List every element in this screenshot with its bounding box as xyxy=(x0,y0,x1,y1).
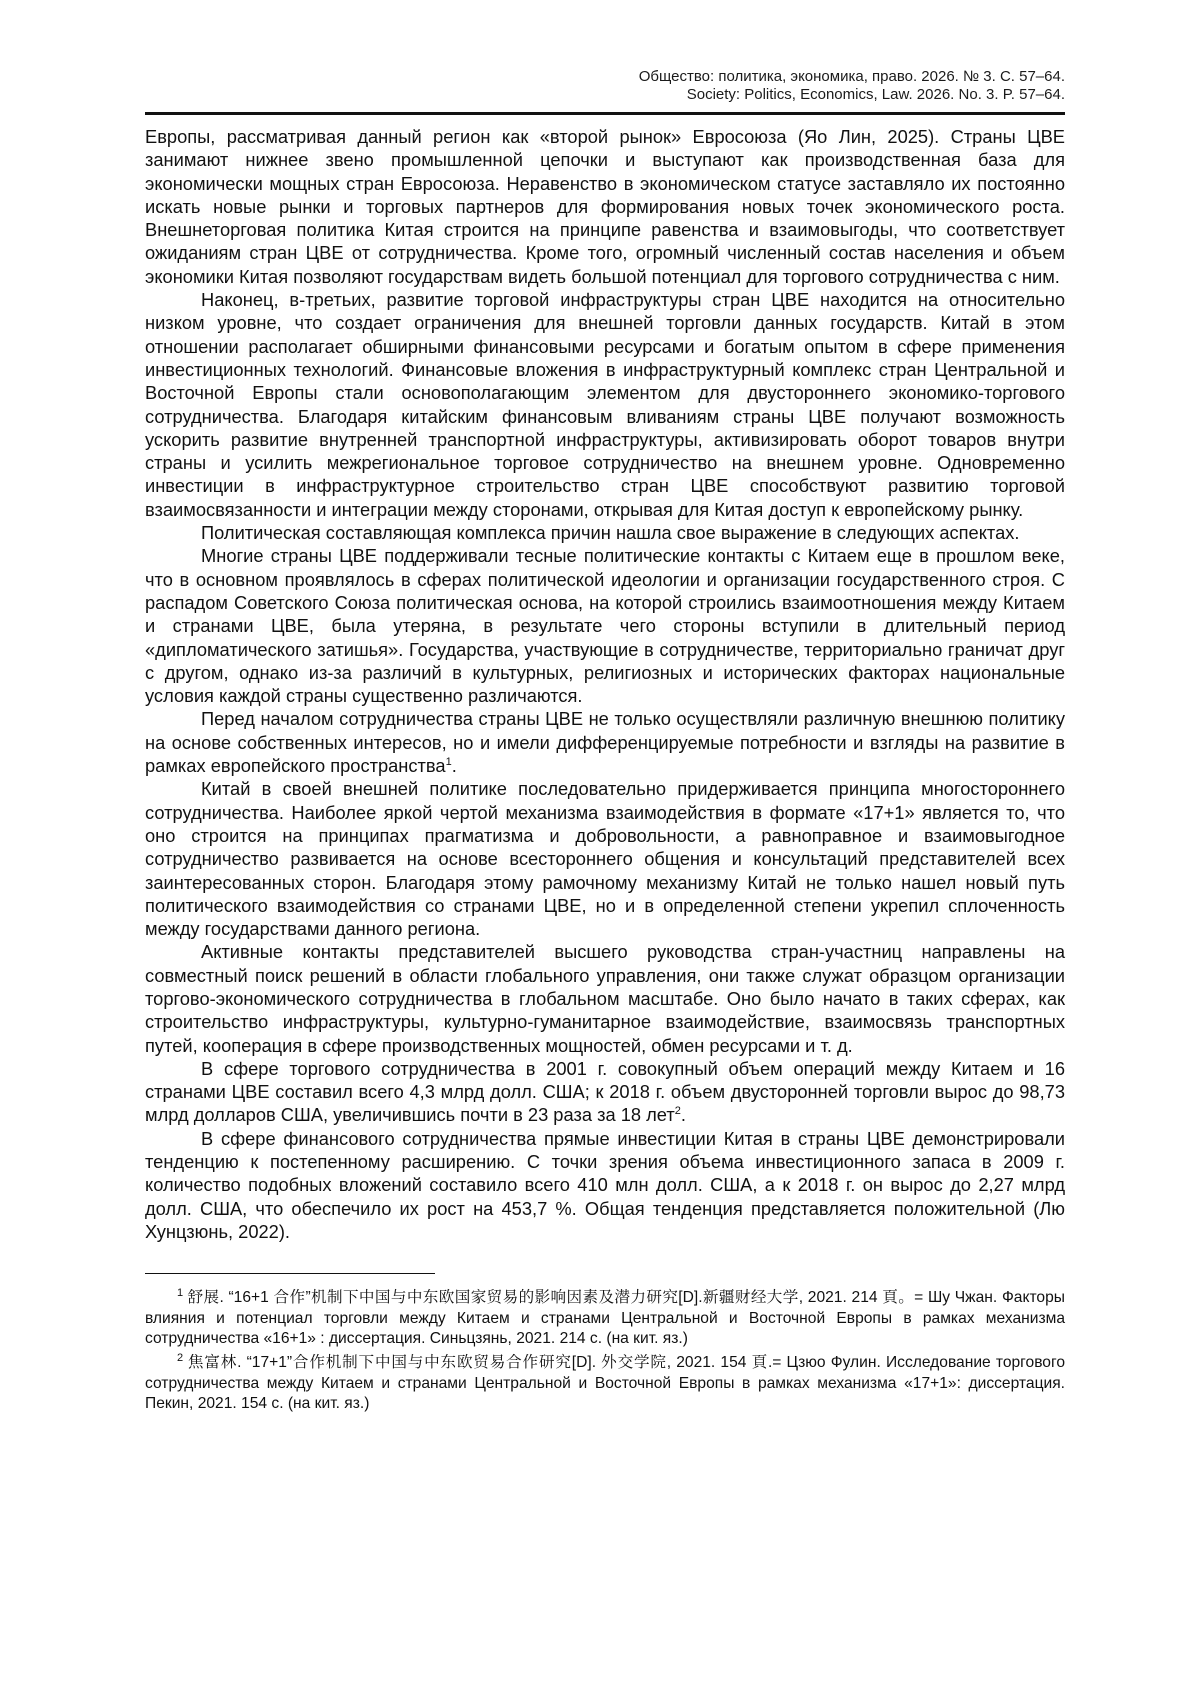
footnote-rule xyxy=(145,1273,435,1274)
paragraph-investment: В сфере финансового сотрудничества прямые инвестиции Китая в страны ЦВЕ демонстрировали тенденцию к постепенному расширению. С точки зрения объема инвестиционного запаса в 2009 г. количество подобных вложений составило всего 410 млн долл. США, а к 2018 г. он вырос до 2,27 млрд долл. США, что обеспечило их рост на 453,7 %. Общая тенденция представляется положительной (Лю Хунцзюнь, 2022). xyxy=(145,1127,1065,1242)
footnote-1 xyxy=(145,1288,1065,1349)
footnote-ref-1[interactable]: 1 xyxy=(445,755,452,768)
running-header xyxy=(145,68,1065,104)
paragraph-infrastructure: Наконец, в-третьих, развитие торговой инфраструктуры стран ЦВЕ находится на относительно низком уровне, что создает ограничения для внешней торговли данных государств. Китай в этом отношении располагает обширными финансовыми ресурсами и богатым опытом в сфере применения инвестиционных технологий. Финансовые вложения в инфраструктурный комплекс стран Центральной и Восточной Европы стали основополагающим элементом для двустороннего экономико-торгового сотрудничества. Благодаря китайским финансовым вливаниям страны ЦВЕ получают возможность ускорить развитие внутренней транспортной инфраструктуры, активизировать оборот товаров внутри страны и усилить межрегиональное торговое сотрудничество на внешнем уровне. Одновременно инвестиции в инфраструктурное строительство стран ЦВЕ способствуют развитию торговой взаимосвязанности и интеграции между сторонами, открывая для Китая доступ к европейскому рынку. xyxy=(145,289,1065,520)
footnote-2 xyxy=(145,1353,1065,1414)
paragraph-foreign-policy-text: Перед началом сотрудничества страны ЦВЕ не только осуществляли различную внешнюю политику на основе собственных интересов, но и имели дифференцируемые потребности и взгляды на развитие в рамках европейского пространства xyxy=(145,708,1065,777)
paragraph-foreign-policy-end: . xyxy=(451,755,457,777)
running-header-english: Society: Politics, Economics, Law. 2026. No. 3. P. 57–64. xyxy=(686,86,1065,103)
header-rule xyxy=(145,112,1065,115)
footnotes xyxy=(145,1288,1065,1414)
article-body xyxy=(145,125,1065,1243)
footnote-text-1: 舒展. “16+1 合作”机制下中国与中东欧国家贸易的影响因素及潜力研究[D].新疆财经大学, 2021. 214 頁。= Шу Чжан. Факторы влияния и потенциал торговли между Китаем и странами Центральной и Восточной Европы в рамках механизма сотрудничества «16+1» : диссертация. Синьцзянь, 2021. 214 с. (на кит. яз.) xyxy=(145,1289,1065,1348)
paragraph-foreign-policy xyxy=(145,707,1065,777)
paragraph-political-history: Многие страны ЦВЕ поддерживали тесные политические контакты с Китаем еще в прошлом веке, что в основном проявлялось в сферах политической идеологии и организации государственного строя. С распадом Советского Союза политическая основа, на которой строились взаимоотношения между Китаем и странами ЦВЕ, была утеряна, в результате чего стороны вступили в длительный период «дипломатического затишья». Государства, участвующие в сотрудничестве, территориально граничат друг с другом, однако из-за различий в культурных, религиозных и исторических факторах национальные условия каждой страны существенно различаются. xyxy=(145,545,1065,707)
paragraph-trade xyxy=(145,1057,1065,1127)
footnote-ref-2[interactable]: 2 xyxy=(674,1105,681,1118)
paragraph-trade-end: . xyxy=(680,1104,686,1126)
running-header-russian: Общество: политика, экономика, право. 2026. № 3. С. 57–64. xyxy=(638,68,1065,85)
footnote-text-2: 焦富林. “17+1”合作机制下中国与中东欧贸易合作研究[D]. 外交学院, 2021. 154 頁.= Цзюо Фулин. Исследование торгового сотрудничества между Китаем и странами Центральной и Восточной Европы в рамках механизма «17+1»: диссертация. Пекин, 2021. 154 с. (на кит. яз.) xyxy=(145,1354,1065,1413)
footnote-mark-1: 1 xyxy=(177,1287,184,1300)
paragraph-multilateral: Китай в своей внешней политике последовательно придерживается принципа многостороннего сотрудничества. Наиболее яркой чертой механизма взаимодействия в формате «17+1» является то, что оно строится на принципах прагматизма и добровольности, а равноправное и взаимовыгодное сотрудничество развивается на основе всестороннего общения и консультаций представителей всех заинтересованных сторон. Благодаря этому рамочному механизму Китай не только нашел новый путь политического взаимодействия со странами ЦВЕ, но и в определенной степени укрепил сплоченность между государствами данного региона. xyxy=(145,778,1065,940)
paragraph-political-intro: Политическая составляющая комплекса причин нашла свое выражение в следующих аспектах. xyxy=(201,522,1020,544)
paragraph-continuation: Европы, рассматривая данный регион как «второй рынок» Евросоюза (Яо Лин, 2025). Страны ЦВЕ занимают нижнее звено промышленной цепочки и выступают как производственная база для экономически мощных стран Евросоюза. Неравенство в экономическом статусе заставляло их постоянно искать новые рынки и торговых партнеров для формирования новых точек экономического роста. Внешнеторговая политика Китая строится на принципе равенства и взаимовыгоды, что соответствует ожиданиям стран ЦВЕ от сотрудничества. Кроме того, огромный численный состав населения и объем экономики Китая позволяют государствам видеть большой потенциал для торгового сотрудничества с ним. xyxy=(145,126,1065,287)
paragraph-contacts: Активные контакты представителей высшего руководства стран-участниц направлены на совместный поиск решений в области глобального управления, они также служат образцом организации торгово-экономического сотрудничества в глобальном масштабе. Оно было начато в таких сферах, как строительство инфраструктуры, культурно-гуманитарное взаимодействие, взаимосвязь транспортных путей, кооперация в сфере производственных мощностей, обмен ресурсами и т. д. xyxy=(145,941,1065,1056)
journal-page xyxy=(145,68,1065,1419)
paragraph-trade-text: В сфере торгового сотрудничества в 2001 г. совокупный объем операций между Китаем и 16 странами ЦВЕ составил всего 4,3 млрд долл. США; к 2018 г. объем двусторонней торговли вырос до 98,73 млрд долларов США, увеличившись почти в 23 раза за 18 лет xyxy=(145,1057,1065,1126)
footnote-mark-2: 2 xyxy=(177,1352,184,1365)
